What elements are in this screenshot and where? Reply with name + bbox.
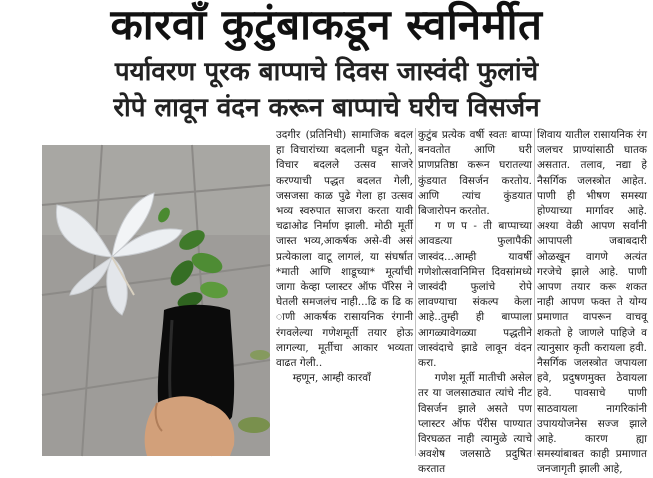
headline: कारवाँ कुटुंबाकडून स्वनिर्मीत	[110, 0, 543, 49]
article-paragraph: शिवाय यातील रासायनिक रंग जलचर प्राण्यांसाठी घातक असतात. तलाव, नद्या हे नैसर्गिक जलस्त्रोत आहेत. पाणी ही भीषण समस्या होण्याच्या मार्गावर आहे. अश्या वेळी आपण सर्वांनी आपापली जबाबदारी ओळखून वागणे अत्यंत गरजेचे झाले आहे. पाणी आपण तयार करू शकत नाही आपण फक्त ते योग्य प्रमाणात वापरून वाचवू शकतो हे जाणले पाहिजे व त्यानुसार कृती करायला हवी. नैसर्गिक जलस्त्रोत जपायला हवे, प्रदुषणमुक्त ठेवायला हवे. पावसाचे पाणी साठवायला नागरिकांनी उपाययोजनेस सज्ज झाले आहे. कारण ह्या समस्यांबाबत काही प्रमाणात जनजागृती झाली आहे,	[537, 129, 647, 476]
hibiscus-plant-photo	[42, 145, 270, 456]
subheadline-line-1: पर्यावरण पूरक बाप्पाचे दिवस जास्वंदी फुलांचे	[114, 57, 539, 87]
article-paragraph: उदगीर (प्रतिनिधी) सामाजिक बदल हा विचारांच्या बदलानी घडून येतो, विचार बदलले उत्सव साजरे करण्याची पद्धत बदलत गेली, जसजसा काळ पुढे गेला हा उत्सव भव्य स्वरुपात साजरा करता यावी चढाओढ निर्माण झाली. मोठी मूर्ती जास्त भव्य,आकर्षक असे-वी असं प्रत्येकाला वाटू लागलं, या संघर्षात *माती आणि शाडूच्या* मूर्त्यांची जागा केव्हा प्लास्टर ऑफ पॅरिस ने घेतली समजलंच नाही...ढि क ढि क ाणी आकर्षक रासायनिक रंगानी रंगवलेल्या गणेशमूर्ती तयार होऊ लागल्या, मूर्तीचा आकार भव्यता वाढत गेली..	[276, 129, 413, 370]
subheadline-line-2: रोपे लावून वंदन करून बाप्पाचे घरीच विसर्जन	[113, 93, 540, 123]
column-divider	[534, 128, 535, 456]
article-paragraph: कुटुंब प्रत्येक वर्षी स्वतः बाप्पा बनवतोत आणि घरी प्राणप्रतिष्ठा करून घरातल्या कुंडयात विसर्जन करतोय. आणि त्यांच कुंडयात बिजारोपन करतोत.	[418, 129, 532, 218]
article-paragraph: म्हणून, आम्ही कारवाँ	[292, 372, 371, 385]
article-photo	[42, 145, 270, 456]
article-column-1	[276, 128, 413, 456]
article-column-2	[418, 128, 532, 476]
article-paragraph: ग ण प - ती बाप्पाच्या आवडत्या फुलापैकी जास्वंद...आम्ही यावर्षी गणेशोत्सवानिमित्त दिवसांमध्ये जास्वंदी फुलांचे रोपे लावण्याचा संकल्प केला आहे..तुम्ही ही बाप्पाला आगळ्यावेगळ्या पद्धतीने जास्वंदाचे झाडे लावून वंदन करा.	[418, 220, 532, 370]
column-divider	[415, 128, 416, 456]
article-paragraph: गणेश मूर्ती मातीची असेल तर या जलसाठ्यात त्यांचे नीट विसर्जन झाले असते पण प्लास्टर ऑफ पॅरीस पाण्यात विरघळत नाही त्यामुळे त्याचे अवशेष जलसाठे प्रदुषित करतात	[418, 372, 532, 476]
article-column-3	[537, 128, 647, 476]
